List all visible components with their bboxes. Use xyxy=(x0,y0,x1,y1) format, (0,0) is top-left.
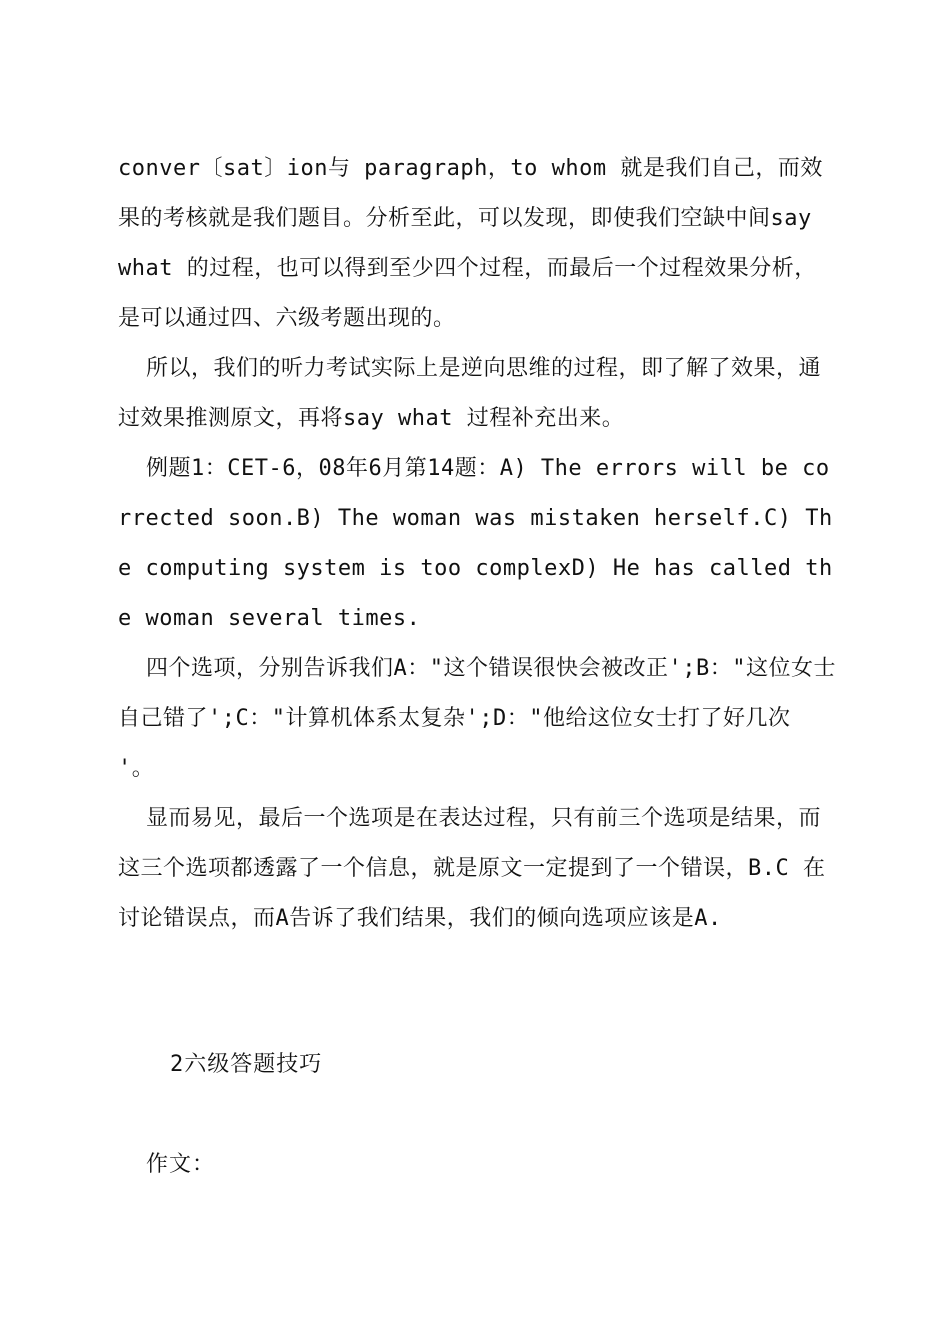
section-heading: 2六级答题技巧 xyxy=(170,1052,323,1077)
paragraph-conversation-analysis: conver〔sat〕ion与 paragraph，to whom 就是我们自己，而效果的考核就是我们题目。分析至此，可以发现，即使我们空缺中间say what 的过程，也可以得到至少四个过程，而最后一个过程效果分析，是可以通过四、六级考题出现的。 xyxy=(118,156,826,331)
paragraph-conclusion: 显而易见，最后一个选项是在表达过程，只有前三个选项是结果，而这三个选项都透露了一个信息，就是原文一定提到了一个错误，B.C 在讨论错误点，而A告诉了我们结果，我们的倾向选项应该是A. xyxy=(118,806,826,931)
paragraph-options-explanation: 四个选项，分别告诉我们A："这个错误很快会被改正';B："这位女士自己错了';C："计算机体系太复杂';D："他给这位女士打了好几次 '。 xyxy=(118,656,846,781)
section-label-writing: 作文： xyxy=(146,1152,216,1177)
paragraph-example-question: 例题1：CET-6，08年6月第14题：A) The errors will be corrected soon.B) The woman was mistaken herself.C) The computing system is too complexD) He has called the woman several times. xyxy=(118,456,833,631)
paragraph-reverse-thinking: 所以，我们的听力考试实际上是逆向思维的过程，即了解了效果，通过效果推测原文，再将say what 过程补充出来。 xyxy=(118,356,822,431)
